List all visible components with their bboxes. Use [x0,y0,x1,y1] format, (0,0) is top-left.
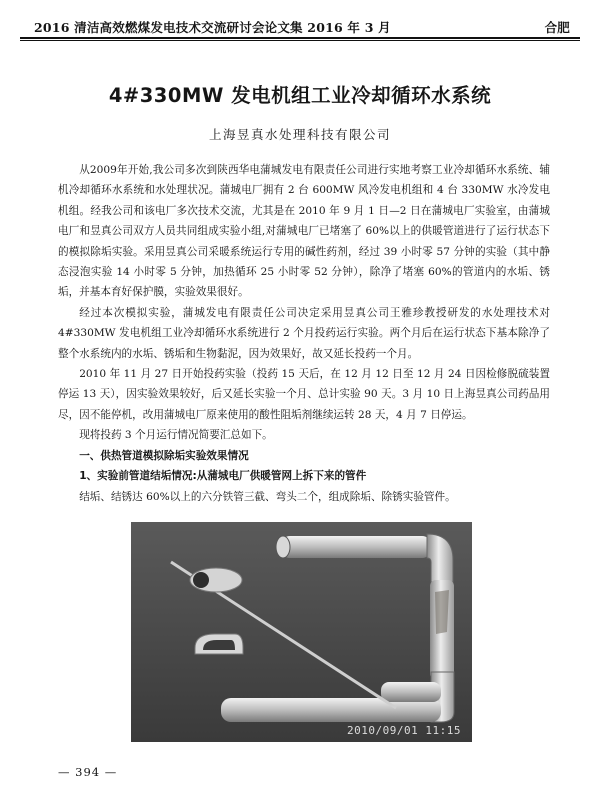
pipe-sample-photo [131,522,472,742]
photo-timestamp: 2010/09/01 11:15 [347,724,461,737]
page-number: — 394 — [58,765,118,779]
cut-pipe-piece-1 [190,568,242,592]
running-header [34,14,570,36]
paper-body [58,160,550,507]
paragraph-4: 现将投药 3 个月运行情况简要汇总如下。 [79,429,273,442]
cut-pipe-piece-2 [195,634,243,654]
pipe-sample-illustration [131,522,472,742]
paragraph-3: 2010 年 11 月 27 日开始投药实验（投药 15 天后，在 12 月 12 日至 12 月 24 日因检修脱硫装置停运 13 天），因实验效果较好，后又延长实验一个月、总计实验 90 天。3 月 10 日上海昱真公司药品用尽，因不能停机，改用蒲城电厂原来使用的酸性阻垢剂继续运转 28 天，4 月 7 日停运。 [58,368,550,421]
paragraph-1: 从2009年开始,我公司多次到陕西华电蒲城发电有限责任公司进行实地考察工业冷却循环水系统、辅机冷却循环水系统和水处理状况。蒲城电厂拥有 2 台 600MW 风冷发电机组和 4 台 330MW 水冷发电机组。经我公司和该电厂多次技术交流，尤其是在 2010 年 9 月 1 日—2 日在蒲城电厂实验室，由蒲城电厂和昱真公司双方人员共同组成实验小组,对蒲城电厂已堵塞了 60%以上的供暖管道进行了运行状态下的模拟除垢实验。采用昱真公司采暖系统运行专用的碱性药剂，经过 39 小时零 57 分钟的实验（其中静态浸泡实验 14 小时零 5 分钟，加热循环 25 小时零 52 分钟），除净了堵塞 60%的管道内的水垢、锈垢，并基本育好保护膜，实验效果很好。 [58,164,550,299]
paper-title: 4#330MW 发电机组工业冷却循环水系统 [108,84,492,107]
paragraph-2: 经过本次模拟实验，蒲城发电有限责任公司决定采用昱真公司王雅珍教授研发的水处理技术对4#330MW 发电机组工业冷却循环水系统进行 2 个月投药运行实验。两个月后在运行状态下基本除净了整个水系统内的水垢、锈垢和生物黏泥，因为效果好，故又延长投药一个月。 [58,306,550,360]
proceedings-location: 合肥 [544,20,570,35]
section-heading: 一、供热管道模拟除垢实验效果情况 [79,449,249,462]
subsection-heading: 1、实验前管道结垢情况:从蒲城电厂供暖管网上拆下来的管件 [79,470,367,483]
header-rule [20,37,580,41]
subsection-text: 结垢、结锈达 60%以上的六分铁管三截、弯头二个，组成除垢、除锈实验管件。 [79,490,456,503]
proceedings-title: 2016 清洁高效燃煤发电技术交流研讨会论文集 2016 年 3 月 [34,20,391,35]
horizontal-pipe-top [276,536,431,558]
author-affiliation: 上海昱真水处理科技有限公司 [208,127,391,142]
vertical-pipe-right [430,580,454,680]
